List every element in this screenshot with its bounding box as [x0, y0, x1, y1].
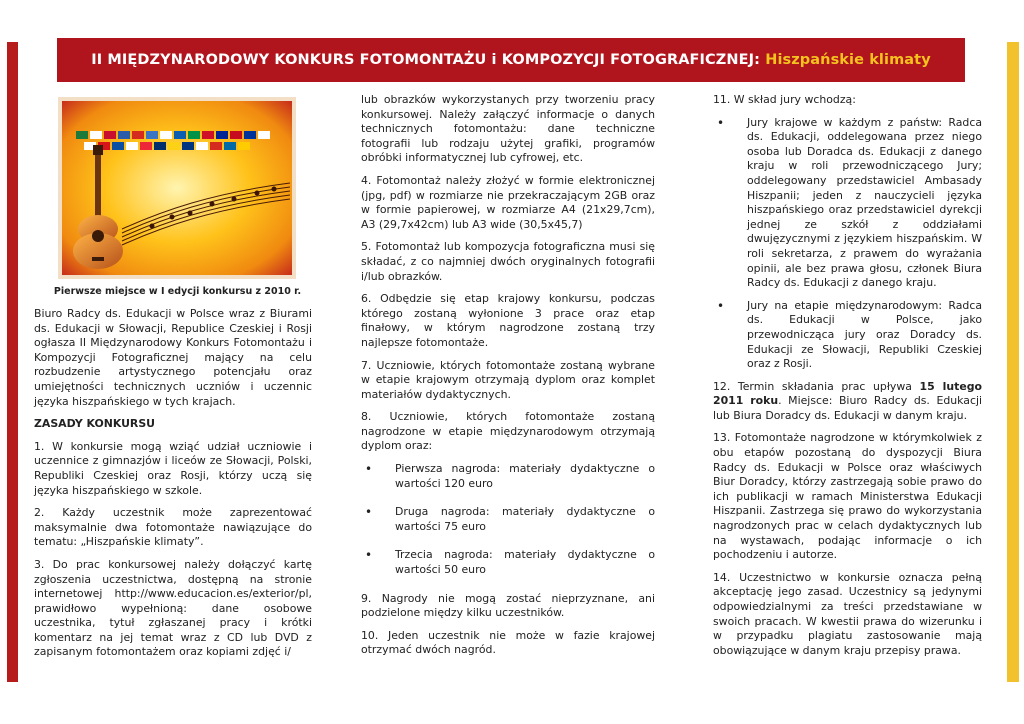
rule-12 [713, 380, 982, 424]
rule-8: 8. Uczniowie, których fotomontaże zostaną nagrodzone w etapie międzynarodowym otrzymają dyplom oraz: [361, 410, 655, 453]
right-decorative-bar [1007, 42, 1019, 682]
column-1 [34, 307, 312, 668]
rule-13: 13. Fotomontaże nagrodzone w którymkolwiek z obu etapów pozostaną do dyspozycji Biura Radcy ds. Edukacji w Polsce oraz właściwych Biur Doradcy, którzy zastrzegają sobie prawo do ich publikacji w ramach Ministerstwa Edukacji Hiszpanii. Zastrzega się prawo do wykorzystania nagrodzonych prac w celach dydaktycznych lub na wystawach, podając informacje o ich pochodzeniu i autorze. [713, 431, 982, 562]
rule-11: 11. W skład jury wchodzą: [713, 93, 856, 106]
guitar-collage-image [62, 101, 292, 275]
rule-6: 6. Odbędzie się etap krajowy konkursu, podczas którego zostaną wyłonione 3 prace oraz etap finałowy, w którym nagrodzone zostaną trzy najlepsze fotomontaże. [361, 292, 655, 349]
page-title-theme: Hiszpańskie klimaty [765, 52, 931, 68]
rules-heading: ZASADY KONKURSU [34, 417, 156, 431]
column-3 [713, 93, 982, 666]
column-2 [361, 93, 655, 666]
rule-12-deadline: 15 lutego 2011 roku [713, 379, 982, 408]
prize-item-second: • Druga nagroda: materiały dydaktyczne o wartości 75 euro [361, 505, 655, 534]
intro-paragraph: Biuro Radcy ds. Edukacji w Polsce wraz z Biurami ds. Edukacji w Słowacji, Republice Czeskiej i Rosji ogłasza II Międzynarodowy Konkurs Fotomontażu i Kompozycji Fotograficznej mający na celu rozbudzenie artystycznego potencjału oraz umiejętności technicznych uczniów i uczennic języka hiszpańskiego w tych krajach. [34, 307, 312, 408]
photo-caption: Pierwsze miejsce w I edycji konkursu z 2010 r. [53, 286, 302, 297]
rule-3: 3. Do prac konkursowej należy dołączyć kartę zgłoszenia uczestnictwa, dostępną na stronie internetowej http://www.educacion.es/exterior/pl, prawidłowo wypełnioną: dane osobowe uczestnika, tytuł zgłaszanej pracy i krótki komentarz na jej temat wraz z CD lub DVD z zapisanym fotomontażem oraz kopiami zdjęć i/ [34, 557, 312, 659]
page-title [91, 52, 931, 68]
rule-12-text-a: 12. Termin składania prac upływa [713, 379, 920, 393]
page-title-main: II MIĘDZYNARODOWY KONKURS FOTOMONTAŻU i KOMPOZYCJI FOTOGRAFICZNEJ: [91, 52, 766, 68]
title-banner [57, 38, 965, 82]
rule-10: 10. Jeden uczestnik nie może w fazie krajowej otrzymać dwóch nagród. [361, 628, 655, 657]
jury-list [713, 116, 982, 372]
left-decorative-bar [7, 42, 18, 682]
prize-list [361, 462, 655, 578]
rule-2: 2. Każdy uczestnik może zaprezentować maksymalnie dwa fotomontaże nawiązujące do tematu: „Hiszpańskie klimaty”. [34, 506, 312, 549]
rule-3-continued: lub obrazków wykorzystanych przy tworzeniu pracy konkursowej. Należy załączyć informacje o danych technicznych fotomontażu: dane techniczne fotografii lub rodzaju użytej grafiki, programów obróbki informatycznej lub cyfrowej, etc. [361, 93, 655, 165]
rule-9: 9. Nagrody nie mogą zostać nieprzyznane, ani podzielone między kilku uczestników. [361, 591, 655, 620]
prize-item-third: • Trzecia nagroda: materiały dydaktyczne o wartości 50 euro [361, 548, 655, 577]
prize-item-first: • Pierwsza nagroda: materiały dydaktyczne o wartości 120 euro [361, 462, 655, 491]
rule-12-text-b: . Miejsce: Biuro Radcy ds. Edukacji lub Biura Doradcy ds. Edukacji w danym kraju. [713, 394, 983, 422]
jury-item-international: • Jury na etapie międzynarodowym: Radca ds. Edukacji w Polsce, jako przewodnicząca jury oraz Doradcy ds. Edukacji ze Słowacji, Republiki Czeskiej oraz z Rosji. [713, 299, 982, 372]
rule-14: 14. Uczestnictwo w konkursie oznacza pełną akceptację jego zasad. Uczestnicy są jedynymi odpowiedzialnymi za treści przedstawiane w swoich pracach. W kwestii prawa do wizerunku i w przypadku plagiatu zastosowanie mają obowiązujące w danym kraju przepisy prawa. [713, 570, 982, 657]
rule-7: 7. Uczniowie, których fotomontaże zostaną wybrane w etapie krajowym otrzymają dyplom oraz komplet materiałów dydaktycznych. [361, 358, 655, 401]
jury-item-national: • Jury krajowe w każdym z państw: Radca ds. Edukacji, oddelegowana przez niego osoba lub Doradca ds. Edukacji z danego kraju w roli przewodniczącego Jury; oddelegowany przedstawiciel Ambasady Hiszpanii; jeden z nauczycieli języka hiszpańskiego oraz przedstawiciel dyrekcji jednej ze szkół z oddziałami dwujęzycznymi z językiem hiszpańskim. W roli sekretarza, z prawem do wyrażania opinii, ale bez prawa głosu, członek Biura Radcy ds. Edukacji z danego kraju. [713, 116, 982, 291]
rule-5: 5. Fotomontaż lub kompozycja fotograficzna musi się składać, z co najmniej dwóch oryginalnych fotografii i/lub obrazków. [361, 240, 655, 283]
rule-1: 1. W konkursie mogą wziąć udział uczniowie i uczennice z gimnazjów i liceów ze Słowacji, Polski, Republiki Czeskiej oraz Rosji, którzy uczą się języka hiszpańskiego w szkole. [34, 439, 312, 497]
rule-4: 4. Fotomontaż należy złożyć w formie elektronicznej (jpg, pdf) w rozmiarze nie przekraczającym 2GB oraz w formie papierowej, w rozmiarze A4 (21x29,7cm), A3 (29,7x42cm) lub A3 wide (30,5x45,7) [361, 173, 655, 231]
award-photo [58, 97, 296, 279]
